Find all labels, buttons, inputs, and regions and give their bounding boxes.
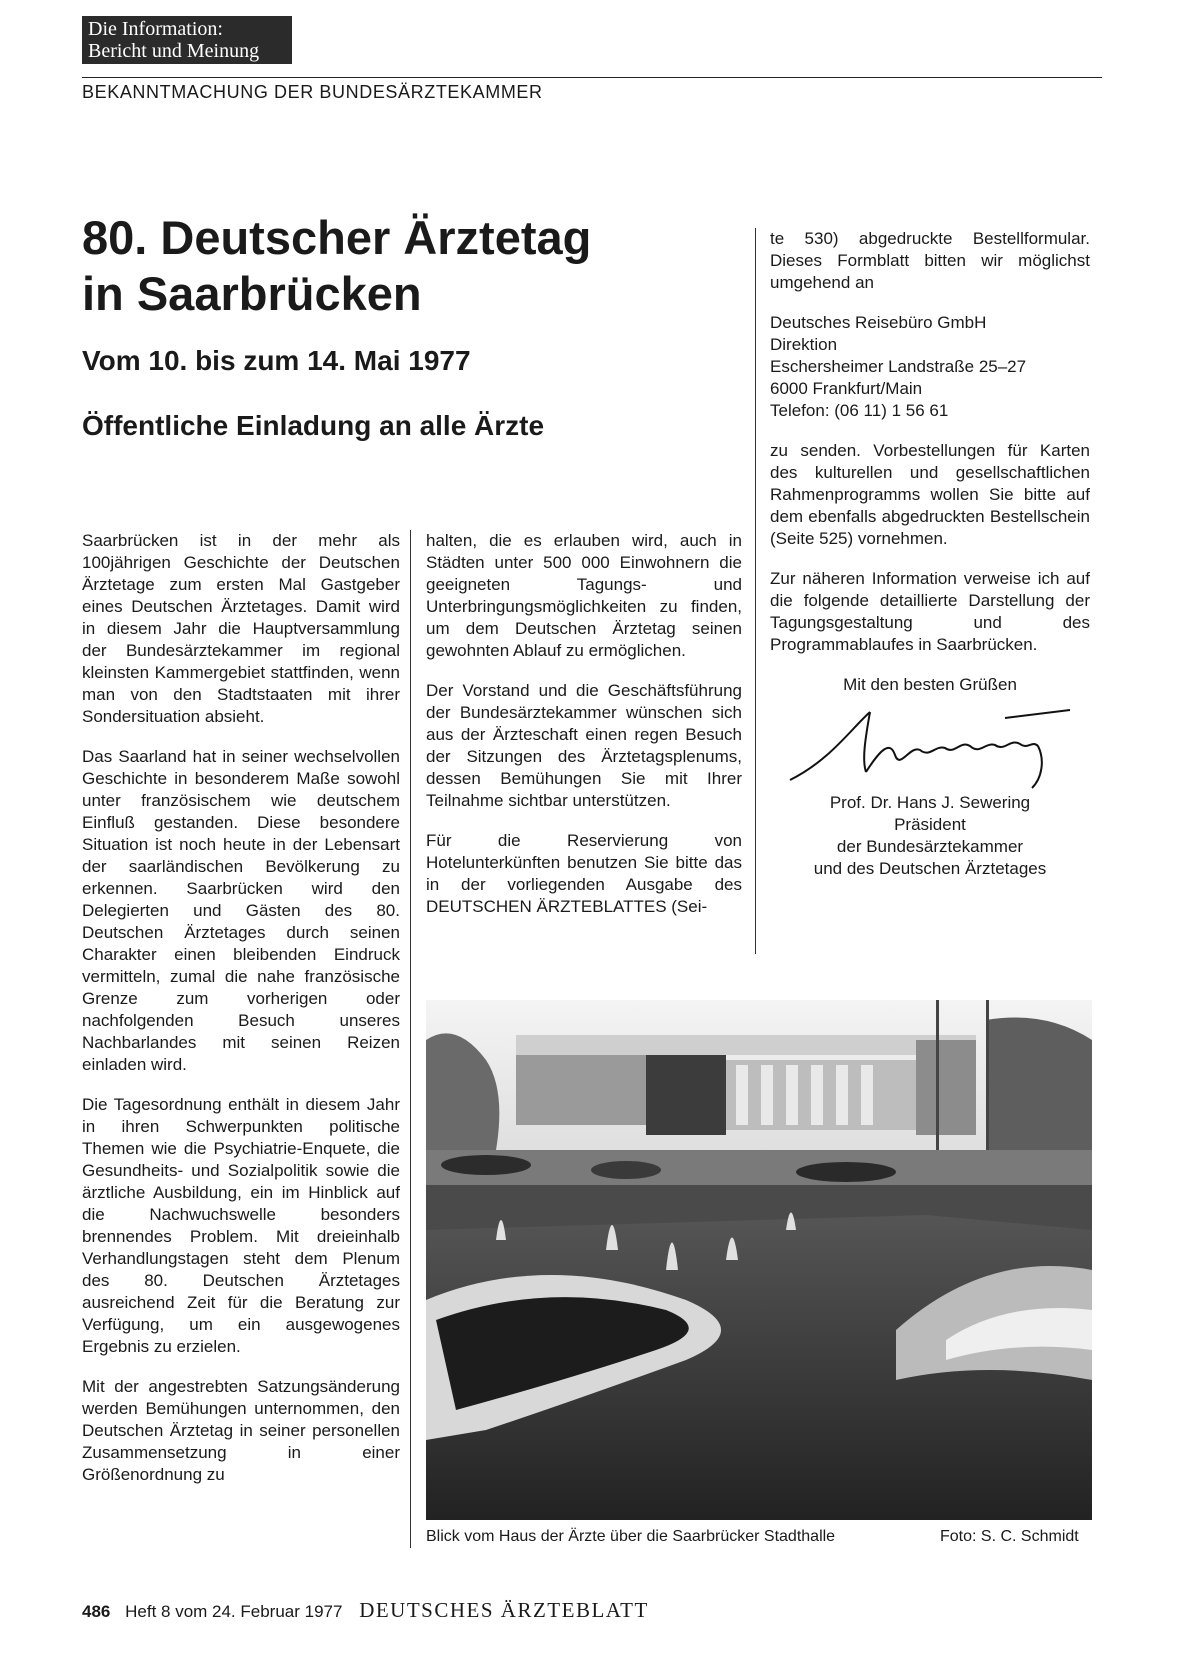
photo-credit: Foto: S. C. Schmidt [940, 1528, 1079, 1545]
paragraph: halten, die es erlauben wird, auch in Städten unter 500 000 Einwohnern die geeigneten Tagungs- und Unterbringungsmöglichkeiten zu finden, um dem Deutschen Ärztetag seinen gewohnten Ablauf zu ermöglichen. [426, 531, 742, 660]
header-rule [82, 77, 1102, 78]
column-divider-2 [755, 228, 756, 954]
photo-illustration [426, 1000, 1092, 1520]
paragraph: Zur näheren Information verweise ich auf die folgende detaillierte Darstellung der Tagungsgestaltung und des Programmablaufes in Saarbrücken. [770, 569, 1090, 654]
paragraph: Mit der angestrebten Satzungsänderung werden Bemühungen unternommen, den Deutschen Ärztetag in seiner personellen Zusammensetzung in einer Größenordnung zu [82, 1377, 400, 1484]
address-block [770, 312, 1090, 422]
page-footer [82, 1598, 649, 1623]
paragraph: te 530) abgedruckte Bestellformular. Dieses Formblatt bitten wir möglichst umgehend an [770, 229, 1090, 292]
address-line: Direktion [770, 335, 838, 354]
section-label-line2: Bericht und Meinung [88, 40, 260, 62]
section-label [82, 16, 292, 64]
address-line: Telefon: (06 11) 1 56 61 [770, 401, 949, 420]
column-3 [770, 228, 1090, 880]
masthead: DEUTSCHES ÄRZTEBLATT [359, 1598, 649, 1622]
subtitle-invitation: Öffentliche Einladung an alle Ärzte [82, 410, 545, 441]
signature-block [770, 674, 1090, 880]
signer-org: der Bundesärztekammer [836, 837, 1024, 856]
signer-org-2: und des Deutschen Ärztetages [813, 859, 1047, 878]
issue-info: Heft 8 vom 24. Februar 1977 [125, 1602, 343, 1621]
greeting: Mit den besten Grüßen [843, 675, 1017, 694]
photo-caption: Blick vom Haus der Ärzte über die Saarbrücker Stadthalle [426, 1528, 836, 1545]
column-1 [82, 530, 400, 1504]
signer-name: Prof. Dr. Hans J. Sewering [829, 793, 1031, 812]
address-line: Deutsches Reisebüro GmbH [770, 313, 987, 332]
kicker: BEKANNTMACHUNG DER BUNDESÄRZTEKAMMER [82, 82, 543, 102]
subtitle-dates: Vom 10. bis zum 14. Mai 1977 [82, 345, 471, 376]
handwritten-signature [770, 700, 1090, 790]
address-line: 6000 Frankfurt/Main [770, 379, 923, 398]
title-line-2: in Saarbrücken [82, 267, 422, 320]
section-label-line1: Die Information: [88, 18, 223, 40]
address-line: Eschersheimer Landstraße 25–27 [770, 357, 1027, 376]
page-number: 486 [82, 1602, 111, 1621]
paragraph: Für die Reservierung von Hotelunterkünften benutzen Sie bitte das in der vorliegenden Ausgabe des DEUTSCHEN ÄRZTEBLATTES (Sei- [426, 831, 742, 916]
paragraph: zu senden. Vorbestellungen für Karten des kulturellen und gesellschaftlichen Rahmenprogramms wollen Sie bitte auf dem ebenfalls abgedruckten Bestellschein (Seite 525) vornehmen. [770, 441, 1090, 548]
stadthalle-photo [426, 1000, 1092, 1520]
title-line-1: 80. Deutscher Ärztetag [82, 211, 592, 264]
paragraph: Der Vorstand und die Geschäftsführung der Bundesärztekammer wünschen sich aus der Ärzteschaft einen regen Besuch der Sitzungen des Ärztetagsplenums, dessen Bemühungen Sie mit Ihrer Teilnahme sichtbar unterstützen. [426, 681, 742, 810]
article-title [82, 210, 702, 322]
paragraph: Saarbrücken ist in der mehr als 100jährigen Geschichte der Deutschen Ärztetage zum ersten Mal Gastgeber eines Deutschen Ärztetages. Damit wird in diesem Jahr die Hauptversammlung der Bundesärztekammer im regional kleinsten Kammergebiet stattfinden, wenn man von den Stadtstaaten mit ihrer Sondersituation absieht. [82, 531, 400, 726]
paragraph: Die Tagesordnung enthält in diesem Jahr in ihren Schwerpunkten politische Themen wie die Psychiatrie-Enquete, die Gesundheits- und Sozialpolitik sowie die ärztliche Ausbildung, ein im Hinblick auf die Nachwuchswelle besonders brennendes Problem. Mit dreieinhalb Verhandlungstagen steht dem Plenum des 80. Deutschen Ärztetages ausreichend Zeit für die Beratung zur Verfügung, um ein ausgewogenes Ergebnis zu erzielen. [82, 1095, 400, 1356]
paragraph: Das Saarland hat in seiner wechselvollen Geschichte in besonderem Maße sowohl unter französischem wie deutschem Einfluß gestanden. Diese besondere Situation ist noch heute in der Lebensart der saarländischen Bevölkerung zu erkennen. Saarbrücken wird den Delegierten und Gästen des 80. Deutschen Ärztetages durch seinen Charakter einen bleibenden Eindruck vermitteln, zumal die nahe französische Grenze zum vorherigen oder nachfolgenden Besuch unseres Nachbarlandes mit seinen Reizen einladen wird. [82, 747, 400, 1074]
column-divider-1 [410, 530, 411, 1548]
signer-title: Präsident [894, 815, 966, 834]
column-2 [426, 530, 742, 936]
